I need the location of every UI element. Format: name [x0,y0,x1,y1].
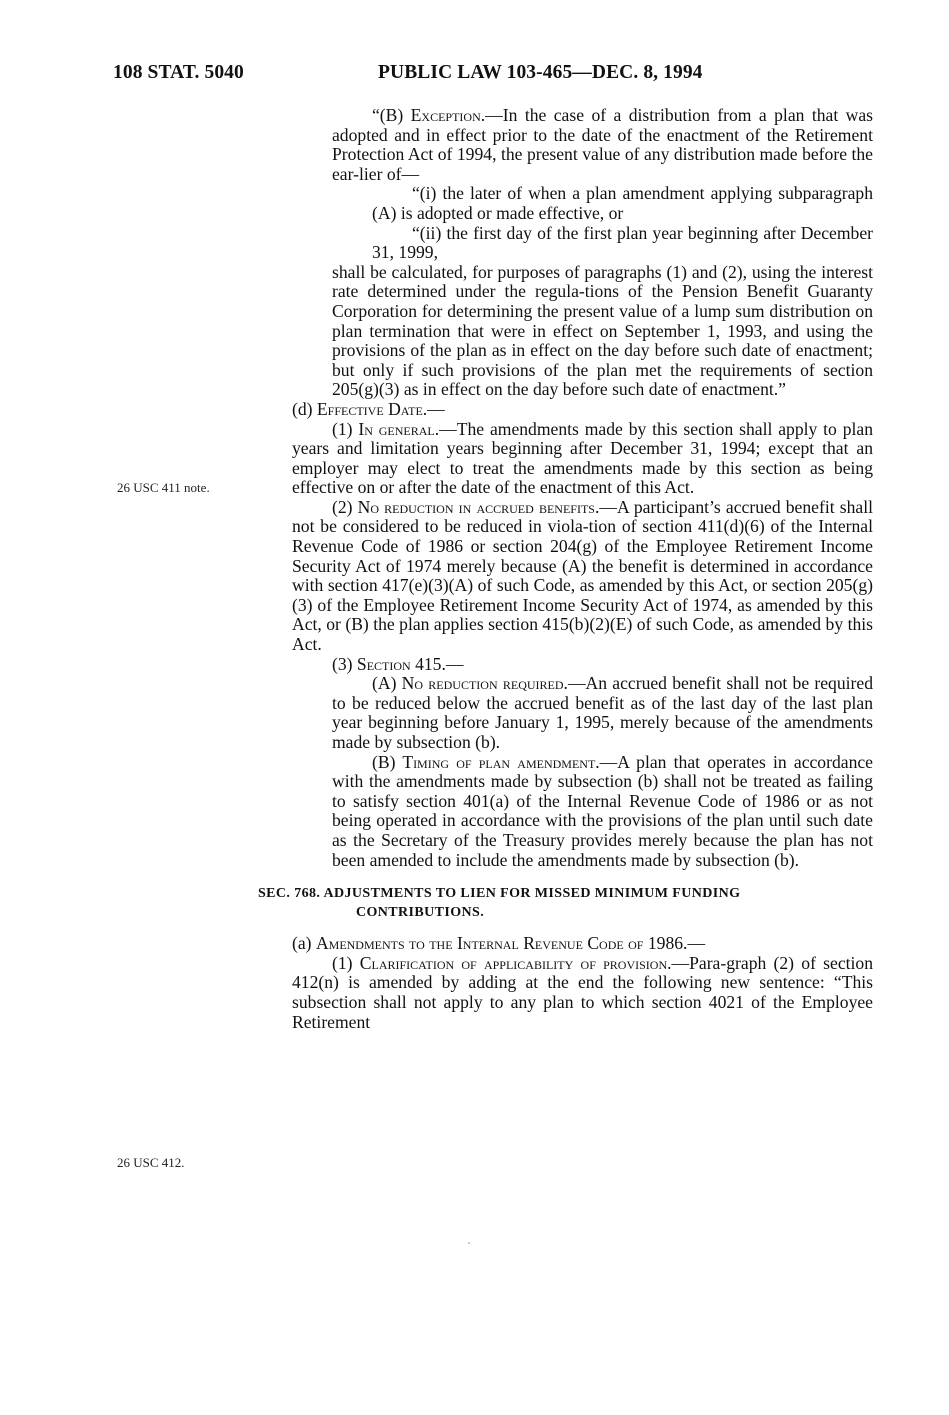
clause-ii: “(ii) the first day of the first plan year beginning after December 31, 1999, [372,222,873,263]
d3a-label: (A) No reduction required. [372,673,568,694]
d3b-label: (B) Timing of plan amendment. [372,751,600,772]
d2-label: (2) No reduction in accrued benefits. [332,496,600,517]
paragraph-d2: (2) No reduction in accrued benefits.—A participant’s accrued benefit shall not be considered to be reduced in viola-tion of section 411(d)(6) of the Internal Revenue Code of 1986 or section 204(g) of the Employee Retirement Income Security Act of 1974 merely because (A) the benefit is determined in accordance with section 417(e)(3)(A) of such Code, as amended by this Act, or section 205(g)(3) of the Employee Retirement Income Security Act of 1974, as amended by this Act, or (B) the plan applies section 415(b)(2)(E) of such Code, as amended by this Act. [292,496,873,655]
public-law-citation: PUBLIC LAW 103-465—DEC. 8, 1994 [378,62,703,83]
d1-label: (1) In general. [332,418,440,439]
paragraph-exception [332,106,873,184]
exception-text: —In the case of a distribution from a plan that was adopted and in effect prior to the date of the enactment of the Retirement Protection Act of 1994, the present value of any distribution made before the ear-lier of— [332,105,874,184]
paragraph-d1: (1) In general.—The amendments made by this section shall apply to plan years and limitation years beginning after December 31, 1994; except that an employer may elect to treat the amendments made by this section as being effective on or after the date of the enactment of this Act. [292,418,873,498]
margin-note-usc-411: 26 USC 411 note. [117,480,210,495]
statute-text-column [258,105,874,1032]
margin-note-usc-412: 26 USC 412. [117,1155,185,1170]
scan-speck [468,1242,470,1244]
subsection-d-heading: (d) Effective Date.— [292,398,445,419]
paragraph-shall-be-calculated: shall be calculated, for purposes of paragraphs (1) and (2), using the interest rate determined under the regula-tions of the Pension Benefit Guaranty Corporation for determining the present value of a lump sum distribution on plan termination that were in effect on September 1, 1993, and using the provisions of the plan as in effect on the day before such date of enactment; but only if such provisions of the plan met the requirements of section 205(g)(3) as in effect on the day before such date of enactment.” [332,261,873,400]
paragraph-d3a: (A) No reduction required.—An accrued benefit shall not be required to be reduced below the accrued benefit as of the last day of the last plan year beginning before January 1, 1995, merely because of the amendments made by subsection (b). [332,673,873,752]
clause-i: “(i) the later of when a plan amendment applying subparagraph (A) is adopted or made effective, or [372,183,873,223]
paragraph-a1: (1) Clarification of applicability of provision.—Para-graph (2) of section 412(n) is amended by adding at the end the following new sentence: “This subsection shall not apply to any plan to which section 4021 of the Employee Retirement [292,952,873,1032]
exception-label: “(B) Exception. [372,105,486,125]
paragraph-d3b: (B) Timing of plan amendment.—A plan that operates in accordance with the amendments made by subsection (b) shall not be treated as failing to satisfy section 401(a) of the Internal Revenue Code of 1986 or as not being operated in accordance with the provisions of the plan until such date as the Secretary of the Treasury provides merely because the plan has not been amended to include the amendments made by subsection (b). [332,751,873,870]
section-768-heading: SEC. 768. ADJUSTMENTS TO LIEN FOR MISSED MINIMUM FUNDING CONTRIBUTIONS. [258,886,741,921]
a1-label: (1) Clarification of applicability of provision. [332,952,672,973]
paragraph-d3-heading: (3) Section 415.— [332,653,464,674]
subsection-a-heading: (a) Amendments to the Internal Revenue Code of 1986.— [292,933,706,954]
stat-page-number: 108 STAT. 5040 [113,62,244,83]
